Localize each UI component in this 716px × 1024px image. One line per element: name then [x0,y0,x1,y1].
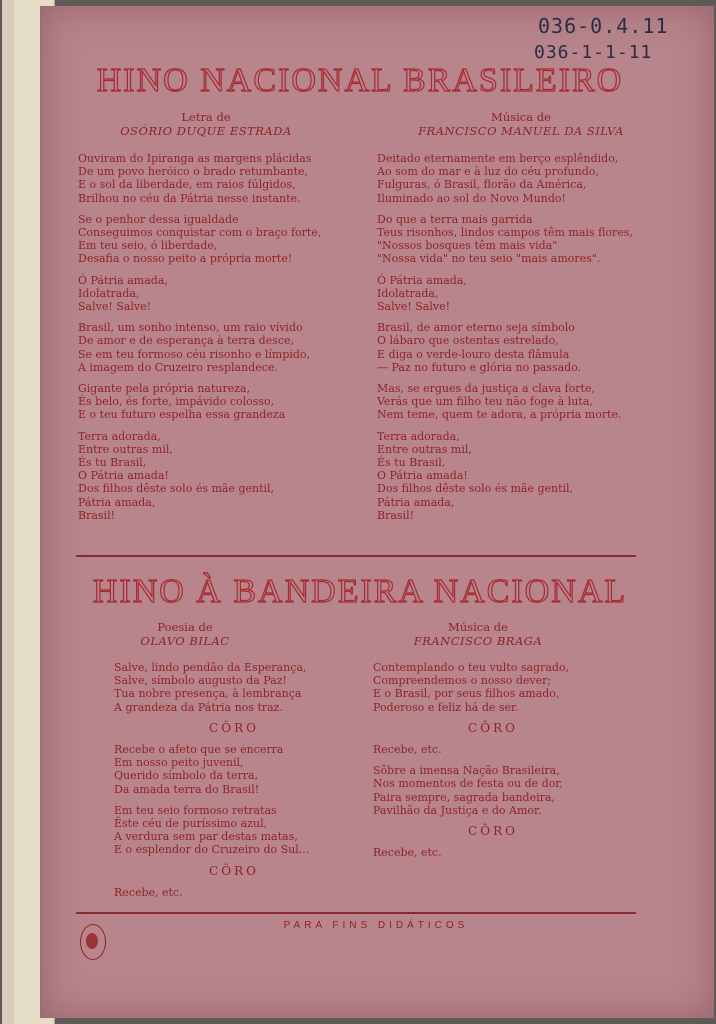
hino-nacional-music-credit [376,110,666,138]
lyrics-credit-label: Letra de [181,110,231,124]
verse-line: Ó Pátria amada, [78,273,168,287]
pencil-note-2: 036-1-1-11 [534,42,653,63]
verse-line: E o esplendor do Cruzeiro do Sul... [114,843,310,857]
verse-line: Entre outras mil, [78,442,173,456]
verse-line: Conseguimos conquistar com o braço forte, [78,226,322,240]
coro-heading: CÔRO [468,720,518,735]
verse-line: Paira sempre, sagrada bandeira, [373,790,555,804]
verse-line: E o sol da liberdade, em raios fúlgidos, [78,178,296,192]
verse-line: Da amada terra do Brasil! [114,782,260,796]
hino-nacional-lyrics-credit [86,110,326,138]
stanza [78,430,368,522]
verse-line: Ao som do mar e à luz do céu profundo, [377,165,599,179]
verse-line: Terra adorada, [377,429,460,443]
verse-line: Iluminado ao sol do Novo Mundo! [377,191,566,205]
verse-line: Salve, lindo pendão da Esperança, [114,661,307,674]
verse-line: Salve! Salve! [377,300,451,314]
hino-nacional-left-column [78,152,368,530]
stanza [78,213,368,266]
verse-line: "Nossa vida" no teu seio "mais amores". [377,252,601,266]
verse-line: "Nossos bosques têm mais vida" [377,239,558,253]
verse-line: Gigante pela própria natureza, [78,382,251,396]
verse-line: Teus risonhos, lindos campos têm mais flores, [377,226,633,240]
stanza [377,213,677,266]
stanza [377,152,677,205]
verse-line: Sôbre a imensa Nação Brasileira, [373,764,560,778]
verse-line: E o Brasil, por seus filhos amado, [373,687,560,701]
hino-bandeira-right-column [373,661,613,867]
bandeira-music-author: FRANCISCO BRAGA [413,634,543,648]
verse-line: A grandeza da Pátria nos traz. [114,700,283,714]
verse-line: Fulguras, ó Brasil, florão da América, [377,178,587,192]
stanza [373,743,613,756]
verse-line: Deitado eternamente em berço esplêndido, [377,152,619,165]
hino-bandeira-poetry-credit [100,620,270,648]
verse-line: Mas, se ergues da justiça a clava forte, [377,382,595,396]
stanza [78,382,368,422]
verse-line: Idolatrada, [78,286,140,300]
stanza [373,846,613,859]
stanza [377,321,677,374]
stanza [78,152,368,205]
coro-heading: CÔRO [209,720,259,735]
verse-line: Salve! Salve! [78,300,152,314]
verse-line: Pátria amada, [377,495,455,509]
footer-note: PARA FINS DIDÁTICOS [283,920,469,931]
verse-line: O Pátria amada! [377,469,468,483]
verse-line: Verás que um filho teu não foge à luta, [377,395,593,409]
verse-line: Contemplando o teu vulto sagrado, [373,661,570,674]
hino-nacional-right-column [377,152,677,530]
verse-line: Recebe o afeto que se encerra [114,743,284,757]
hino-nacional-title: HINO NACIONAL BRASILEIRO [96,62,624,99]
stanza [78,321,368,374]
verse-line: Brasil, de amor eterno seja símbolo [377,321,575,335]
verse-line: Terra adorada, [78,429,161,443]
coro-heading: CÔRO [468,824,518,839]
verse-line: Recebe, etc. [373,846,442,860]
verse-line: Dos filhos dêste solo és mãe gentil, [377,482,574,496]
stanza [78,274,368,314]
verse-line: — Paz no futuro e glória no passado. [377,360,582,374]
hino-bandeira-title: HINO À BANDEIRA NACIONAL [92,573,628,610]
pencil-note-1: 036-0.4.11 [538,14,669,38]
verse-line: Salve, símbolo augusto da Paz! [114,674,287,688]
stanza [377,382,677,422]
verse-line: E diga o verde-louro desta flâmula [377,347,570,361]
verse-line: Nem teme, quem te adora, a própria morte. [377,408,622,422]
verse-line: Pavilhão da Justiça e do Amor. [373,803,542,817]
verse-line: Se o penhor dessa igualdade [78,212,239,226]
stanza [114,886,354,899]
poetry-credit-label: Poesia de [157,620,213,634]
verse-line: Compreendemos o nosso dever; [373,674,552,688]
verse-line: Em teu seio, ó liberdade, [78,239,218,253]
verse-line: Brilhou no céu da Pátria nesse instante. [78,191,301,205]
verse-line: Êste céu de puríssimo azul, [114,817,268,831]
verse-line: Ouviram do Ipiranga as margens plácidas [78,152,312,165]
verse-line: Brasil! [78,508,116,522]
verse-line: De amor e de esperança à terra desce, [78,334,294,348]
stanza [373,764,613,817]
verse-line: E o teu futuro espelha essa grandeza [78,408,286,422]
verse-line: Se em teu formoso céu risonho e límpido, [78,347,311,361]
section-divider [76,555,636,557]
verse-line: Em teu seio formoso retratas [114,803,277,817]
stanza [377,274,677,314]
verse-line: Querido símbolo da terra, [114,769,259,783]
coro-heading: CÔRO [209,863,259,878]
verse-line: Tua nobre presença, à lembrança [114,687,302,701]
verse-line: Desafia o nosso peito a própria morte! [78,252,293,266]
verse-line: Poderoso e feliz há de ser. [373,700,519,714]
verse-line: Brasil! [377,508,415,522]
music-credit-label: Música de [491,110,551,124]
hino-bandeira-left-column [114,661,354,907]
music-author: FRANCISCO MANUEL DA SILVA [418,124,624,138]
verse-line: Dos filhos dêste solo és mãe gentil, [78,482,275,496]
verse-line: És tu Brasil, [78,456,147,470]
stanza [373,661,613,714]
stanza [114,804,354,857]
verse-line: Entre outras mil, [377,442,472,456]
verse-line: O Pátria amada! [78,469,169,483]
verse-line: És tu Brasil, [377,456,446,470]
verse-line: Nos momentos de festa ou de dor, [373,777,563,791]
verse-line: Recebe, etc. [114,885,183,899]
verse-line: Brasil, um sonho intenso, um raio vívido [78,321,303,335]
poetry-author: OLAVO BILAC [140,634,230,648]
stanza [114,743,354,796]
verse-line: Do que a terra mais garrida [377,212,533,226]
verse-line: A imagem do Cruzeiro resplandece. [78,360,278,374]
verse-line: Pátria amada, [78,495,156,509]
verse-line: Ó Pátria amada, [377,273,467,287]
stanza [114,661,354,714]
bandeira-music-credit-label: Música de [448,620,508,634]
verse-line: Recebe, etc. [373,743,442,757]
verse-line: De um povo heróico o brado retumbante, [78,165,309,179]
footer-divider [76,912,636,914]
stanza [377,430,677,522]
hino-bandeira-music-credit [388,620,568,648]
verse-line: Em nosso peito juvenil, [114,756,244,770]
verse-line: És belo, és forte, impávido colosso, [78,395,275,409]
verse-line: Idolatrada, [377,286,439,300]
lyrics-author: OSÓRIO DUQUE ESTRADA [120,124,292,138]
verse-line: A verdura sem par destas matas, [114,830,298,844]
verse-line: O lábaro que ostentas estrelado, [377,334,559,348]
